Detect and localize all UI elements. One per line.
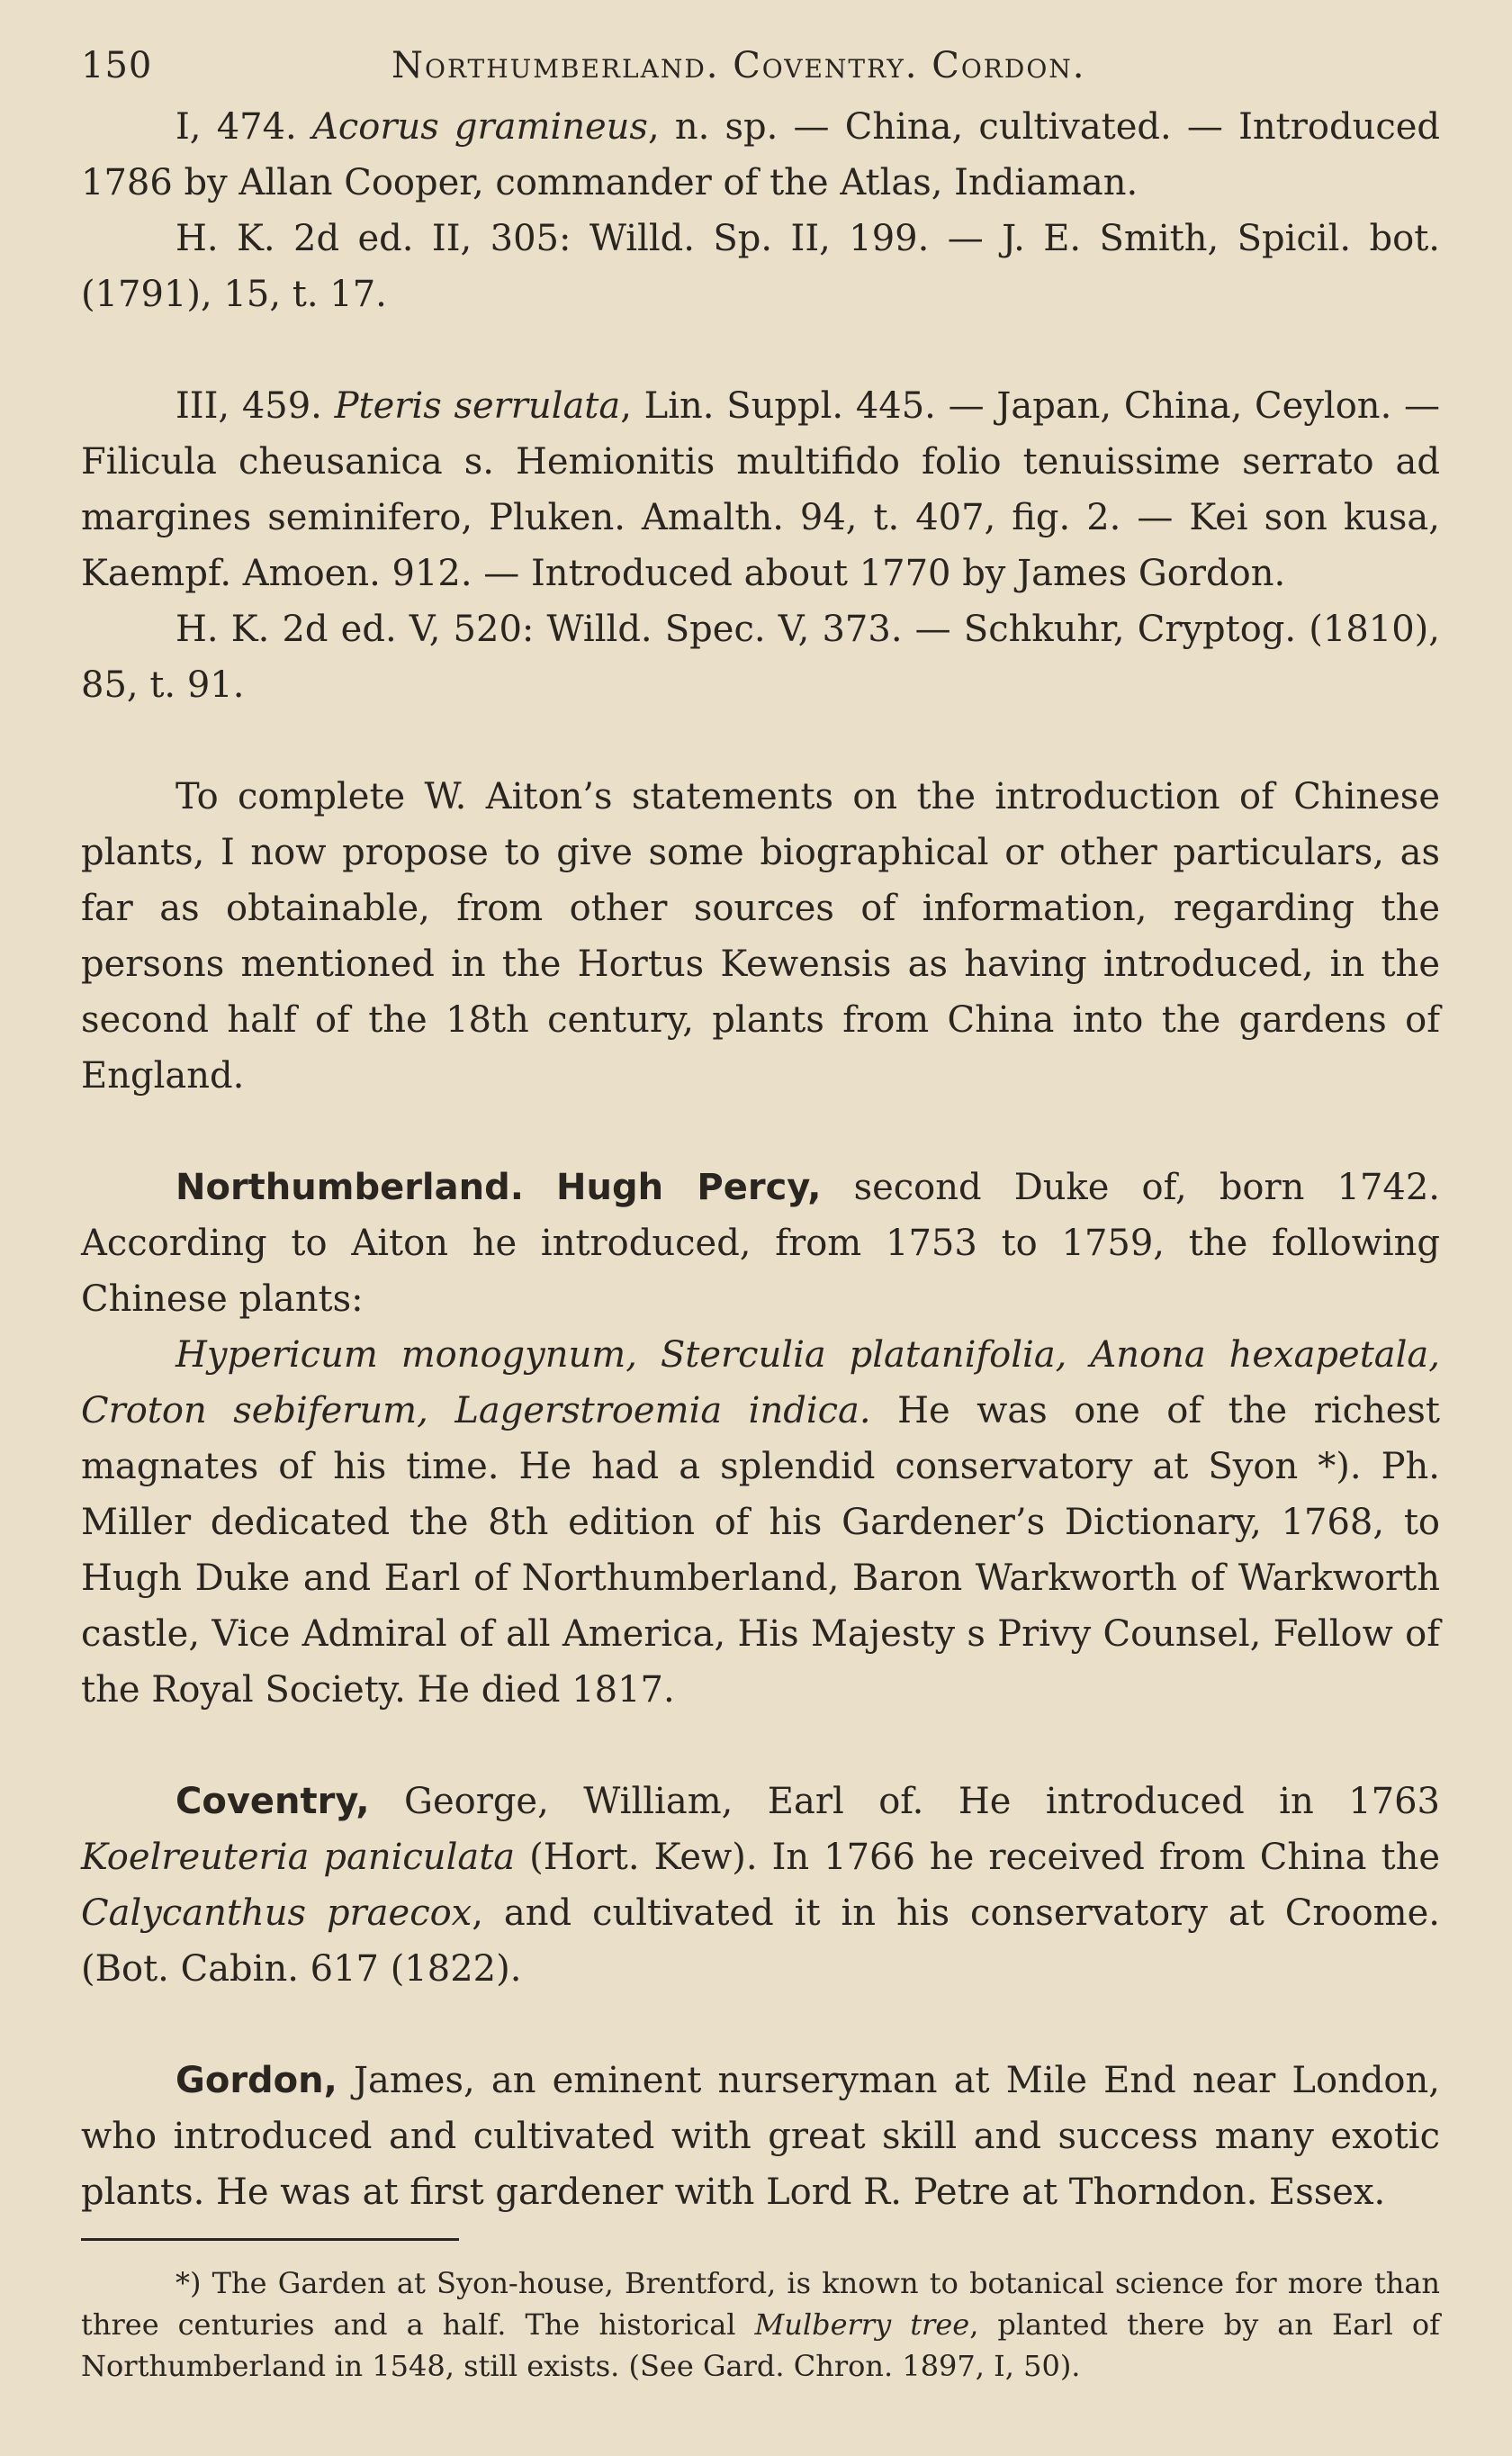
- hugh-percy-heading: Hugh Percy,: [556, 1167, 822, 1208]
- northumberland-paragraph: [81, 1160, 1440, 1327]
- footnote-paragraph: [81, 2262, 1440, 2387]
- intro-paragraph: To complete W. Aiton’s statements on the introduction of Chinese plants, I now propose to give some biographical or other particulars, as far as obtainable, from other sources of information, regarding the persons mentioned in the Hortus Kewensis as having introduced, in the second half of the 18th century, plants from China into the gardens of England.: [81, 776, 1440, 1097]
- footnote-mulberry: Mulberry tree: [754, 2307, 970, 2342]
- pteris-text: , Lin. Suppl. 445. — Japan, China, Ceylon. — Filicula cheusanica s. Hemionitis multifido folio tenuissime serrato ad margines seminifero, Pluken. Amalth. 94, t. 407, fig. 2. — Kei son kusa, Kaempf. Amoen. 912. — Introduced about 1770 by James Gordon.: [81, 385, 1441, 594]
- coventry-plant1: Koelreuteria paniculata: [81, 1837, 516, 1878]
- coventry-text3: , and cultivated it in his conservatory at Croome. (Bot. Cabin. 617 (1822).: [81, 1892, 1440, 1990]
- northumberland-text1: second Duke of, born 1742. According to Aiton he introduced, from 1753 to 1759, the following Chinese plants:: [81, 1167, 1441, 1320]
- running-head: Northumberland. Coventry. Cordon.: [392, 45, 1086, 86]
- northumberland-plants-paragraph: [81, 1327, 1440, 1718]
- pteris-species: Pteris serrulata: [334, 385, 621, 427]
- acorus-entry: [81, 99, 1440, 211]
- northumberland-plants: Hypericum monogynum, Sterculia platanifolia, Anona hexapetala, Croton sebiferum, Lagerstroemia indica.: [81, 1334, 1440, 1431]
- page-header: [81, 36, 1440, 99]
- footnote-text1: *) The Garden at Syon-house, Brentford, is known to botanical science for more than three centuries and a half. The historical: [81, 2266, 1440, 2342]
- northumberland-heading: Northumberland.: [176, 1167, 524, 1208]
- acorus-ref: I, 474.: [176, 106, 297, 148]
- pteris-ref: III, 459.: [176, 385, 322, 427]
- body-text: [81, 99, 1440, 2220]
- acorus-references: H. K. 2d ed. II, 305: Willd. Sp. II, 199. — J. E. Smith, Spicil. bot. (1791), 15, t. 17.: [81, 218, 1440, 315]
- footnote-divider: [81, 2238, 459, 2241]
- gordon-paragraph: [81, 2053, 1440, 2220]
- coventry-paragraph: [81, 1774, 1440, 1997]
- coventry-plant2: Calycanthus praecox: [81, 1892, 472, 1934]
- gordon-heading: Gordon,: [176, 2060, 338, 2101]
- pteris-references: H. K. 2d ed. V, 520: Willd. Spec. V, 373. — Schkuhr, Cryptog. (1810), 85, t. 91.: [81, 609, 1440, 706]
- pteris-entry: [81, 378, 1440, 601]
- coventry-text1: George, William, Earl of. He introduced in 1763: [369, 1781, 1440, 1822]
- footnote-text2: , planted there by an Earl of Northumberland in 1548, still exists. (See Gard. Chron. 1897, I, 50).: [81, 2307, 1441, 2383]
- page-number: 150: [81, 45, 153, 86]
- acorus-species: Acorus gramineus: [311, 106, 648, 148]
- northumberland-text2: He was one of the richest magnates of his time. He had a splendid conservatory at Syon *). Ph. Miller dedicated the 8th edition of his Gardener’s Dictionary, 1768, to Hugh Duke and Earl of Northumberland, Baron Warkworth of Warkworth castle, Vice Admiral of all America, His Majesty s Privy Counsel, Fellow of the Royal Society. He died 1817.: [81, 1390, 1440, 1711]
- footnote: [81, 2262, 1440, 2387]
- coventry-text2: (Hort. Kew). In 1766 he received from China the: [515, 1837, 1440, 1878]
- acorus-text: , n. sp. — China, cultivated. — Introduced 1786 by Allan Cooper, commander of the Atlas, Indiaman.: [81, 106, 1441, 203]
- gordon-text1: James, an eminent nurseryman at Mile End near London, who introduced and cultivated with great skill and success many exotic plants. He was at first gardener with Lord R. Petre at Thorndon. Essex.: [81, 2060, 1440, 2213]
- coventry-heading: Coventry,: [176, 1781, 370, 1822]
